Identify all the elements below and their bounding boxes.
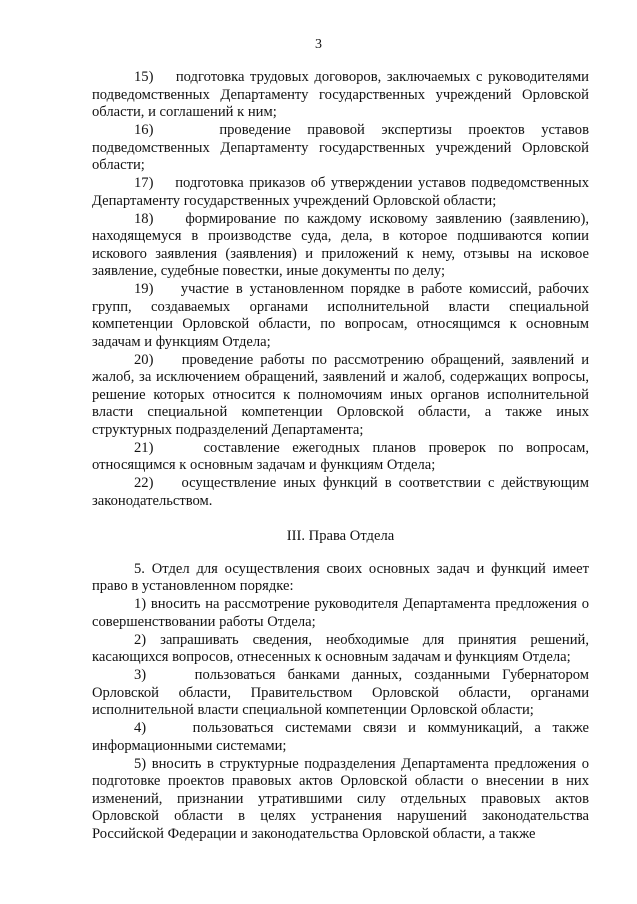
right-item-1: 1) вносить на рассмотрение руководителя Департамента предложения о совершенствовании работы Отдела;: [92, 596, 589, 630]
list-item-19: 19) участие в установленном порядке в работе комиссий, рабочих групп, создаваемых органами исполнительной власти специальной компетенции Орловской области, по вопросам, относящимся к основным задачам и функциям Отдела;: [92, 281, 589, 350]
page-number: 3: [315, 37, 322, 52]
list-item-21: 21) составление ежегодных планов проверок по вопросам, относящимся к основным задачам и функциям Отдела;: [92, 439, 589, 473]
list-item-17: 17) подготовка приказов об утверждении уставов подведомственных Департаменту государственных учреждений Орловской области;: [92, 175, 589, 209]
right-item-3: 3) пользоваться банками данных, созданными Губернатором Орловской области, Правительством Орловской области, органами исполнительной власти специальной компетенции Орловской области;: [92, 667, 589, 718]
list-item-22: 22) осуществление иных функций в соответствии с действующим законодательством.: [92, 475, 589, 509]
right-item-4: 4) пользоваться системами связи и коммуникаций, а также информационными системами;: [92, 720, 589, 754]
list-item-18: 18) формирование по каждому исковому заявлению (заявлению), находящемуся в производстве суда, дела, в которое подшиваются копии искового заявления (заявления) и приложений к нему, отзывы на исковое заявление, судебные повестки, иные документы по делу;: [92, 210, 589, 279]
section-heading: III. Права Отдела: [286, 527, 395, 544]
right-item-5: 5) вносить в структурные подразделения Департамента предложения о подготовке проектов правовых актов Орловской области о внесении в них изменений, признании утратившими силу отдельных правовых актов Орловской области в целях устранения нарушений законодательства Российской Федерации и законодательства Орловской области, а также: [92, 755, 589, 842]
list-item-16: 16) проведение правовой экспертизы проектов уставов подведомственных Департаменту государственных учреждений Орловской области;: [92, 122, 589, 173]
paragraph-5: 5. Отдел для осуществления своих основных задач и функций имеет право в установленном порядке:: [92, 560, 589, 594]
right-item-2: 2) запрашивать сведения, необходимые для принятия решений, касающихся вопросов, отнесенных к основным задачам и функциям Отдела;: [92, 631, 589, 665]
document-body: [92, 69, 589, 843]
list-item-20: 20) проведение работы по рассмотрению обращений, заявлений и жалоб, за исключением обращений, заявлений и жалоб, содержащих вопросы, решение которых относится к полномочиям иных органов исполнительной власти специальной компетенции Орловской области, а также иных структурных подразделений Департамента;: [92, 351, 589, 438]
list-item-15: 15) подготовка трудовых договоров, заключаемых с руководителями подведомственных Департаменту государственных учреждений Орловской области, и соглашений к ним;: [92, 69, 589, 120]
